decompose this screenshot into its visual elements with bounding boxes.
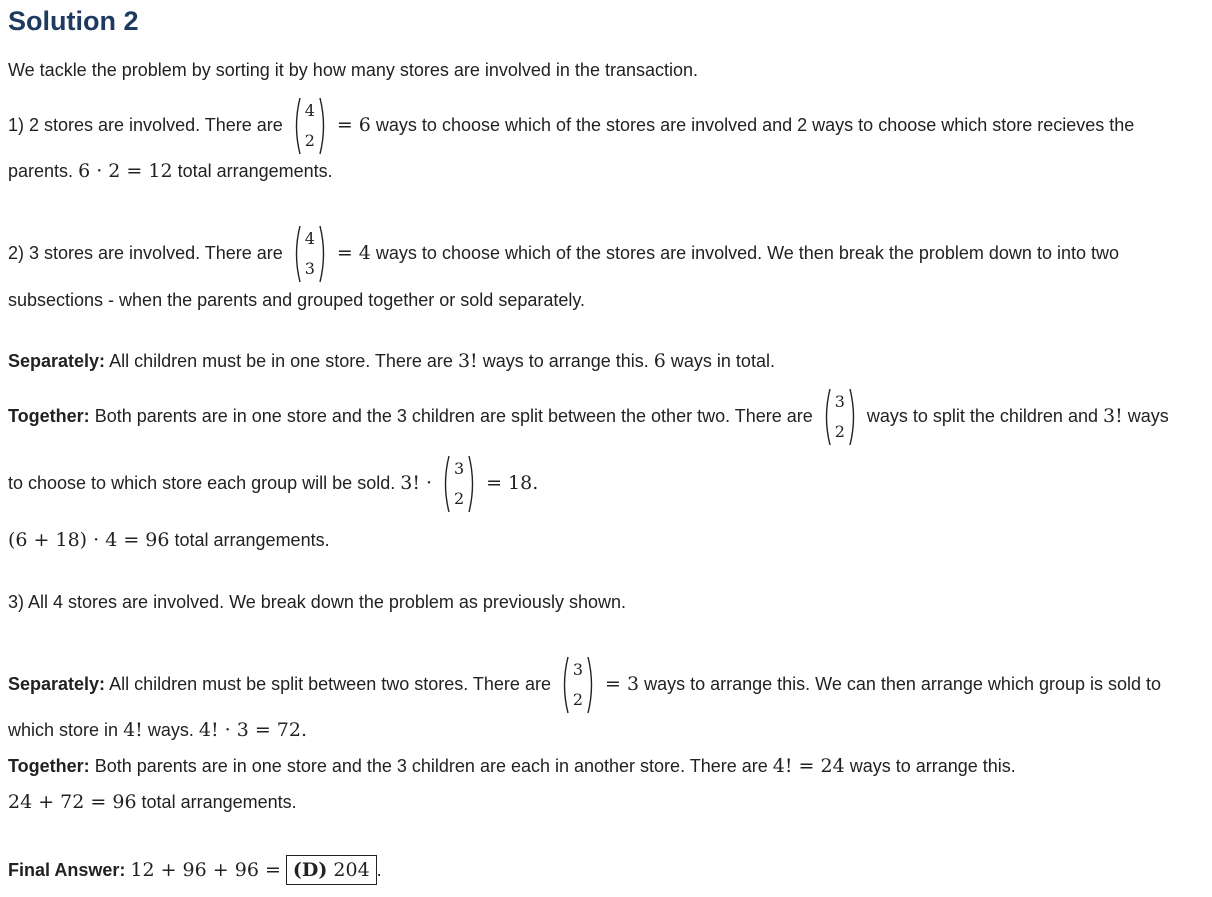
case3-binomial [560, 653, 596, 717]
case2-together-line2 [8, 452, 538, 516]
case3-together [8, 755, 1016, 777]
case3-sep2-mid: ways. [147, 720, 194, 740]
binom-top: 3 [572, 660, 584, 679]
case3-separately-line2 [8, 719, 307, 741]
case2-pre: 2) 3 stores are involved. There are [8, 242, 283, 263]
final-answer-label: Final Answer: [8, 860, 126, 880]
case3-sep2-m1: 4! [123, 719, 143, 741]
binom-top: 3 [453, 459, 465, 478]
case3-total [8, 791, 297, 813]
case2-eq: = 4 [336, 241, 371, 264]
case1-pre: 1) 2 stores are involved. There are [8, 114, 283, 135]
case2-together [8, 385, 1169, 449]
solution-title: Solution 2 [8, 6, 139, 36]
case1-eq: = 6 [336, 113, 371, 136]
case2-total-post: total arrangements. [174, 530, 330, 550]
case2-total-math: (6 + 18) · 4 = 96 [8, 529, 170, 551]
case2-line1 [8, 222, 1119, 286]
case1-parents: parents. [8, 161, 74, 181]
case2-sep-m2: 6 [653, 350, 666, 372]
case3-sep2-m2: 4! · 3 = 72. [198, 719, 308, 741]
case3-separately [8, 653, 1161, 717]
case1-binomial [292, 94, 328, 158]
binom-bottom: 2 [834, 422, 845, 441]
answer-value: 204 [333, 859, 370, 881]
case3-intro: 3) All 4 stores are involved. We break down the problem as previously shown. [8, 592, 626, 612]
final-answer [8, 855, 382, 885]
case1-total: total arrangements. [177, 161, 333, 181]
final-period: . [376, 860, 382, 880]
binom-bottom: 3 [304, 259, 315, 278]
binom-bottom: 2 [453, 489, 465, 508]
case3-sep2-pre: which store in [8, 720, 119, 740]
case2-tog2-binomial [441, 452, 477, 516]
case2-sep-mid: ways to arrange this. [482, 351, 649, 371]
case3-sep-eq: = 3 [605, 672, 640, 695]
case2-sep-post: ways in total. [670, 351, 775, 371]
case3-total-math: 24 + 72 = 96 [8, 791, 137, 813]
separately-label: Separately: [8, 673, 106, 694]
case3-tog-post: ways to arrange this. [849, 756, 1016, 776]
case2-sep-pre: All children must be in one store. There are [109, 351, 453, 371]
final-answer-box [286, 855, 377, 885]
answer-letter: (D) [292, 859, 328, 881]
case2-tog2-pre: to choose to which store each group will be sold. [8, 472, 396, 493]
intro-text: We tackle the problem by sorting it by how many stores are involved in the transaction. [8, 60, 699, 80]
case2-post: ways to choose which of the stores are involved. We then break the problem down to into two [375, 242, 1119, 263]
case2-tog-m1: 3! [1103, 404, 1123, 427]
case3-tog-pre: Both parents are in one store and the 3 children are each in another store. There are [94, 756, 768, 776]
together-label: Together: [8, 756, 90, 776]
case3-sep-post: ways to arrange this. We can then arrange which group is sold to [644, 673, 1162, 694]
case2-tog-post: ways [1127, 405, 1169, 426]
case1-line2 [8, 160, 333, 182]
case2-tog-pre: Both parents are in one store and the 3 children are split between the other two. There are [94, 405, 813, 426]
binom-top: 3 [834, 392, 845, 411]
case2-tog-mid: ways to split the children and [866, 405, 1098, 426]
case2-separately [8, 350, 775, 372]
binom-top: 4 [304, 229, 315, 248]
case3-sep-pre: All children must be split between two stores. There are [109, 673, 551, 694]
case1-post: ways to choose which of the stores are involved and 2 ways to choose which store recieves the [375, 114, 1135, 135]
binom-top: 4 [304, 101, 315, 120]
case2-line2: subsections - when the parents and grouped together or sold separately. [8, 290, 586, 310]
separately-label: Separately: [8, 351, 106, 371]
case3-tog-math: 4! = 24 [772, 755, 845, 777]
case3-total-post: total arrangements. [141, 792, 297, 812]
case2-tog-binomial [822, 385, 858, 449]
case2-binomial [292, 222, 328, 286]
binom-bottom: 2 [304, 131, 315, 150]
case1-line1 [8, 94, 1134, 158]
case2-total [8, 529, 330, 551]
binom-bottom: 2 [572, 690, 584, 709]
case2-tog2-eq: = 18. [486, 471, 539, 494]
final-math: 12 + 96 + 96 = [130, 859, 281, 881]
case2-tog2-m1: 3! · [400, 471, 433, 494]
case1-math: 6 · 2 = 12 [78, 160, 173, 182]
case2-sep-m1: 3! [457, 350, 478, 372]
together-label: Together: [8, 405, 90, 426]
